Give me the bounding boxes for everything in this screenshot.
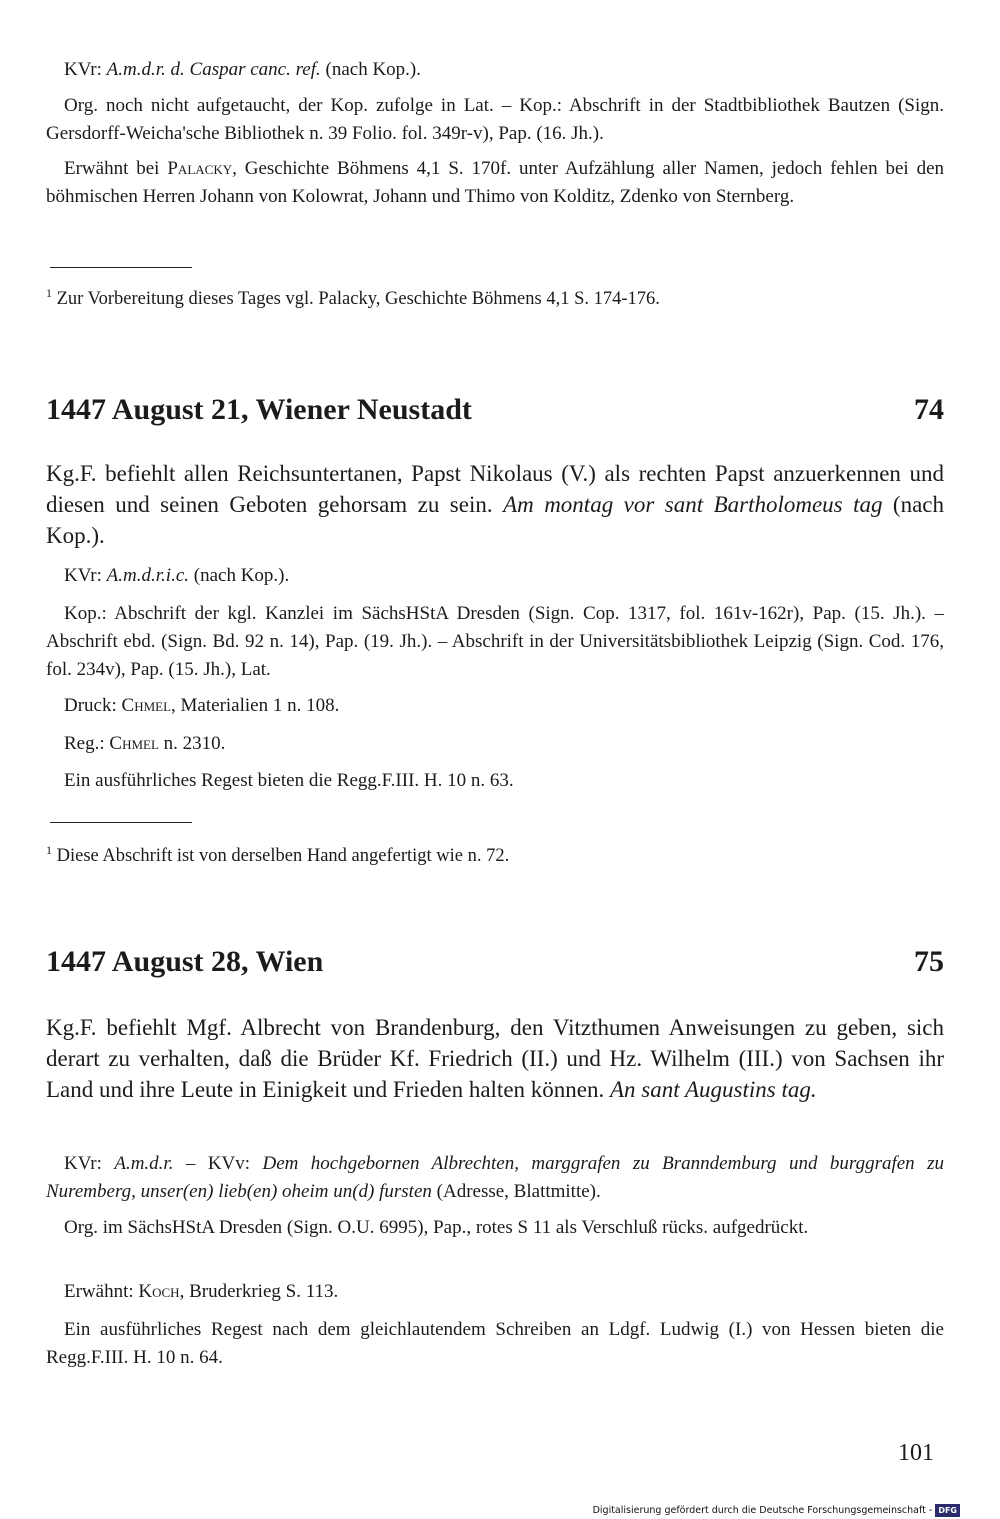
erw-author: Koch [138, 1281, 180, 1302]
summary-text: Kg.F. befiehlt Mgf. Albrecht von Brandenburg, den Vitzthumen Anweisungen zu geben, sich derart zu verhalten, daß die Brüder Kf. Friedrich (II.) und Hz. Wilhelm (III.) von Sachsen ihr Land und ihre Leute in Einigkeit und Frieden halten können. [46, 1015, 944, 1102]
footnote-mark: 1 [46, 285, 52, 300]
footnote-text: Zur Vorbereitung dieses Tages vgl. Palacky, Geschichte Böhmens 4,1 S. 174-176. [56, 289, 660, 309]
summary-text: Kg.F. befiehlt allen Reichsuntertanen, Papst Nikolaus (V.) als rechten Papst anzuerkennen und diesen und seinen Geboten gehorsam zu sein. [46, 461, 944, 517]
footnote-mark: 1 [46, 842, 52, 857]
dfg-logo: DFG [935, 1504, 960, 1517]
entry-74-druck [46, 692, 944, 720]
kvr-tail: (nach Kop.). [320, 59, 422, 80]
druck-label: Druck: [64, 695, 122, 716]
kvr-label: KVr: [64, 1153, 102, 1174]
erw-author: Palacky [167, 158, 233, 179]
druck-tail: , Materialien 1 n. 108. [171, 695, 340, 716]
top-org: Org. noch nicht aufgetaucht, der Kop. zufolge in Lat. – Kop.: Abschrift in der Stadtbibliothek Bautzen (Sign. Gersdorff-Weicha'sche Bibliothek n. 39 Folio. fol. 349r-v), Pap. (16. Jh.). [46, 95, 944, 144]
page-number: 101 [898, 1440, 934, 1466]
kvr-tail: (nach Kop.). [189, 565, 290, 586]
entry-74-regest: Ein ausführliches Regest bieten die Regg.F.III. H. 10 n. 63. [64, 770, 514, 791]
entry-74-heading [46, 390, 944, 430]
top-kvr [46, 56, 944, 84]
footnote-rule [50, 267, 192, 268]
entry-title: 1447 August 28, Wien [46, 945, 324, 978]
footnote-text: Diese Abschrift ist von derselben Hand angefertigt wie n. 72. [56, 846, 510, 866]
kvr-italic: A.m.d.r. [114, 1153, 174, 1174]
entry-75-heading [46, 942, 944, 982]
reg-label: Reg.: [64, 733, 110, 754]
kvr-italic: A.m.d.r.i.c. [106, 565, 189, 586]
entry-74-footnote [46, 843, 944, 869]
kvv-label: – KVv: [173, 1153, 263, 1174]
erw-label: Erwähnt: [64, 1281, 139, 1302]
kvr-label: KVr: [64, 59, 102, 80]
summary-tail: (nach Kop.). [46, 492, 945, 548]
kvr-label: KVr: [64, 565, 102, 586]
kvr-italic: A.m.d.r. d. Caspar canc. ref. [106, 59, 321, 80]
erw-tail: , Bruderkrieg S. 113. [179, 1281, 339, 1302]
druck-author: Chmel [121, 695, 172, 716]
entry-75-kvr [46, 1150, 944, 1206]
entry-75-erwaehnt [46, 1278, 944, 1306]
entry-74-reg [46, 730, 944, 758]
entry-74-summary [46, 458, 944, 551]
reg-author: Chmel [109, 733, 159, 754]
entry-number: 74 [914, 393, 944, 426]
erw-prefix: Erwähnt bei [64, 158, 168, 179]
top-footnote [46, 286, 944, 312]
entry-number: 75 [914, 945, 944, 978]
footer-text: Digitalisierung gefördert durch die Deutsche Forschungsgemeinschaft - [592, 1504, 933, 1516]
entry-title: 1447 August 21, Wiener Neustadt [46, 393, 472, 426]
erw-text: , Geschichte Böhmens 4,1 S. 170f. unter Aufzählung aller Namen, jedoch fehlen bei den böhmischen Herren Johann von Kolowrat, Johann und Thimo von Kolditz, Zdenko von Sternberg. [46, 158, 944, 207]
reg-tail: n. 2310. [158, 733, 226, 754]
summary-italic: An sant Augustins tag. [610, 1077, 817, 1102]
entry-74-kop: Kop.: Abschrift der kgl. Kanzlei im SächsHStA Dresden (Sign. Cop. 1317, fol. 161v-162r), Pap. (15. Jh.). – Abschrift ebd. (Sign. Bd. 92 n. 14), Pap. (19. Jh.). – Abschrift in der Universitätsbibliothek Leipzig (Sign. Cod. 176, fol. 234v), Pap. (15. Jh.), Lat. [46, 603, 944, 680]
top-erwaehnt [46, 155, 944, 211]
kvv-italic: Dem hochgebornen Albrechten, marggrafen zu Branndemburg und burggrafen zu Nuremberg, unser(en) lieb(en) oheim un(d) fursten [46, 1153, 944, 1202]
kvv-tail: (Adresse, Blattmitte). [431, 1181, 601, 1202]
entry-75-org: Org. im SächsHStA Dresden (Sign. O.U. 6995), Pap., rotes S 11 als Verschluß rücks. aufgedrückt. [64, 1217, 809, 1238]
summary-italic: Am montag vor sant Bartholomeus tag [503, 492, 883, 517]
entry-75-regest: Ein ausführliches Regest nach dem gleichlautendem Schreiben an Ldgf. Ludwig (I.) von Hessen bieten die Regg.F.III. H. 10 n. 64. [46, 1319, 944, 1368]
entry-74-kvr [46, 562, 944, 590]
footer-credit [593, 1503, 960, 1517]
entry-75-summary [46, 1012, 944, 1105]
footnote-rule [50, 822, 192, 823]
